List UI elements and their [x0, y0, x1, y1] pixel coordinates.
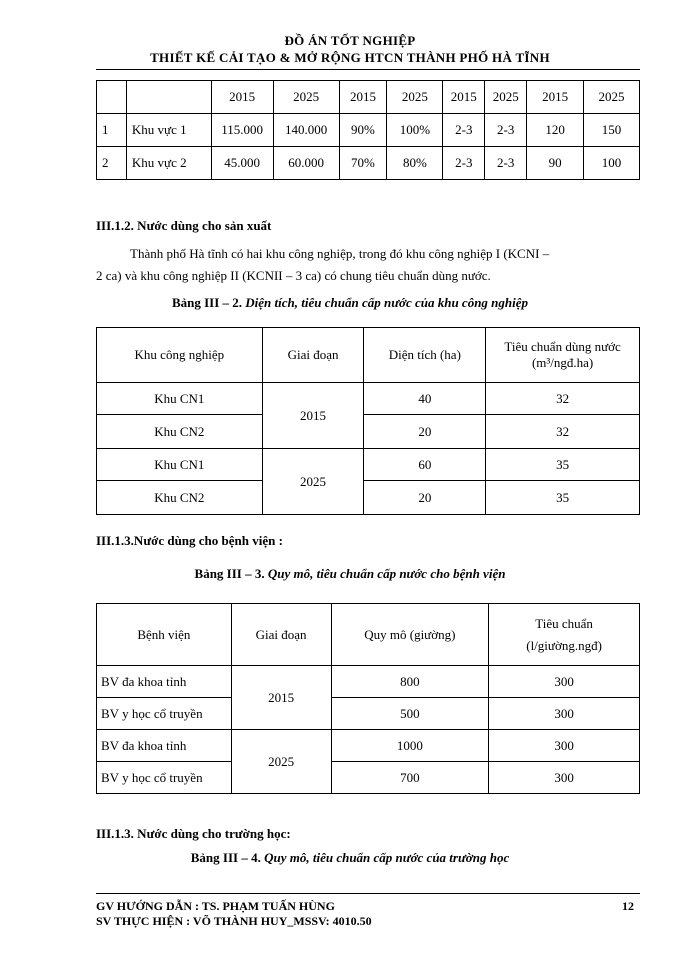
- table-cell: 20: [364, 415, 486, 449]
- table-cell: 2-3: [443, 147, 485, 180]
- phase-cell: 2015: [262, 383, 364, 449]
- hospital-name: BV y học cổ truyền: [97, 762, 232, 794]
- table-cell: 115.000: [211, 114, 273, 147]
- table-cell: 300: [489, 666, 640, 698]
- row-number: 1: [97, 114, 127, 147]
- table-cell: 35: [486, 481, 640, 515]
- table-cell: 40: [364, 383, 486, 415]
- table-row: [97, 415, 640, 449]
- table-cell: 800: [331, 666, 489, 698]
- table-row: [97, 81, 640, 114]
- table-cell: 80%: [387, 147, 443, 180]
- header-cell: [486, 328, 640, 383]
- table-row: [97, 449, 640, 481]
- header-rule: [96, 69, 640, 70]
- header-line: Tiêu chuẩn: [535, 615, 593, 631]
- industrial-zone-table: [96, 327, 640, 515]
- table-cell: 100: [584, 147, 640, 180]
- hospital-name: BV y học cổ truyền: [97, 698, 232, 730]
- area-name: Khu vực 2: [126, 147, 211, 180]
- table-cell: 90: [527, 147, 584, 180]
- table-cell: 35: [486, 449, 640, 481]
- footer-supervisor: GV HƯỚNG DẪN : TS. PHẠM TUẤN HÙNG: [96, 899, 335, 913]
- table-cell: 60: [364, 449, 486, 481]
- hospital-name: BV đa khoa tỉnh: [97, 666, 232, 698]
- table-cell: 2-3: [485, 114, 527, 147]
- caption-label: Bảng III – 2.: [171, 295, 243, 310]
- table-cell: 300: [489, 698, 640, 730]
- year-cell: 2025: [387, 81, 443, 114]
- header-cell: Khu công nghiệp: [97, 328, 263, 383]
- table-row: [97, 666, 640, 698]
- header-line: (m³/ngđ.ha): [531, 355, 594, 370]
- table-cell: 700: [331, 762, 489, 794]
- header-cell: [489, 604, 640, 666]
- header-cell: Giai đoạn: [262, 328, 364, 383]
- table-cell: 90%: [339, 114, 387, 147]
- section-heading-school: III.1.3. Nước dùng cho trường học:: [96, 826, 291, 841]
- year-cell: 2025: [273, 81, 339, 114]
- header-cell: Diện tích (ha): [364, 328, 486, 383]
- table-row: [97, 147, 640, 180]
- table-cell: 45.000: [211, 147, 273, 180]
- table-cell: Khu CN1: [97, 383, 263, 415]
- document-header-subtitle: THIẾT KẾ CẢI TẠO & MỞ RỘNG HTCN THÀNH PHỐ HÀ TĨNH: [150, 50, 550, 65]
- page-number: 12: [622, 899, 634, 913]
- table-row: [97, 481, 640, 515]
- hospital-table: [96, 603, 640, 794]
- table-cell: 140.000: [273, 114, 339, 147]
- table-cell: 150: [584, 114, 640, 147]
- section-heading-production: III.1.2. Nước dùng cho sản xuất: [96, 218, 272, 233]
- phase-cell: 2025: [231, 730, 331, 794]
- caption-title: Quy mô, tiêu chuẩn cấp nước của trường học: [264, 850, 510, 865]
- footer-student: SV THỰC HIỆN : VÕ THÀNH HUY_MSSV: 4010.50: [96, 914, 372, 928]
- table-cell: 120: [527, 114, 584, 147]
- header-line: Tiêu chuẩn dùng nước: [504, 339, 621, 354]
- caption-label: Bảng III – 4.: [190, 850, 261, 865]
- header-cell: Bệnh viện: [97, 604, 232, 666]
- paragraph-line: Thành phố Hà tĩnh có hai khu công nghiệp, trong đó khu công nghiệp I (KCNI –: [130, 246, 550, 261]
- hospital-name: BV đa khoa tỉnh: [97, 730, 232, 762]
- population-table: [96, 80, 640, 180]
- year-cell: 2015: [443, 81, 485, 114]
- caption-title: Diện tích, tiêu chuẩn cấp nước của khu công nghiệp: [245, 295, 529, 310]
- header-cell: Quy mô (giường): [331, 604, 489, 666]
- table-cell: Khu CN2: [97, 481, 263, 515]
- header-line: (l/giường.ngđ): [526, 637, 602, 653]
- table-cell: Khu CN2: [97, 415, 263, 449]
- year-cell: 2015: [339, 81, 387, 114]
- table-cell: [126, 81, 211, 114]
- table-cell: 300: [489, 730, 640, 762]
- table-cell: 500: [331, 698, 489, 730]
- paragraph-line: 2 ca) và khu công nghiệp II (KCNII – 3 ca) có chung tiêu chuẩn dùng nước.: [96, 268, 491, 283]
- area-name: Khu vực 1: [126, 114, 211, 147]
- phase-cell: 2025: [262, 449, 364, 515]
- table-header-row: [97, 604, 640, 666]
- row-number: 2: [97, 147, 127, 180]
- table-cell: 100%: [387, 114, 443, 147]
- header-cell: Giai đoạn: [231, 604, 331, 666]
- table-caption: [0, 295, 700, 311]
- table-cell: 300: [489, 762, 640, 794]
- table-cell: [97, 81, 127, 114]
- table-cell: 20: [364, 481, 486, 515]
- table-cell: 1000: [331, 730, 489, 762]
- table-cell: 2-3: [485, 147, 527, 180]
- table-cell: 32: [486, 383, 640, 415]
- section-heading-hospital: III.1.3.Nước dùng cho bệnh viện :: [96, 533, 283, 548]
- table-row: [97, 762, 640, 794]
- table-cell: 2-3: [443, 114, 485, 147]
- footer-rule: [96, 893, 640, 894]
- document-header-title: ĐỒ ÁN TỐT NGHIỆP: [284, 33, 416, 48]
- year-cell: 2025: [485, 81, 527, 114]
- table-row: [97, 698, 640, 730]
- table-cell: 60.000: [273, 147, 339, 180]
- year-cell: 2015: [211, 81, 273, 114]
- table-row: [97, 114, 640, 147]
- year-cell: 2025: [584, 81, 640, 114]
- table-cell: 70%: [339, 147, 387, 180]
- table-caption: [0, 566, 700, 582]
- table-cell: 32: [486, 415, 640, 449]
- year-cell: 2015: [527, 81, 584, 114]
- table-row: [97, 730, 640, 762]
- caption-title: Quy mô, tiêu chuẩn cấp nước cho bệnh viện: [267, 566, 506, 581]
- caption-label: Bảng III – 3.: [194, 566, 265, 581]
- phase-cell: 2015: [231, 666, 331, 730]
- table-cell: Khu CN1: [97, 449, 263, 481]
- table-row: [97, 383, 640, 415]
- table-header-row: [97, 328, 640, 383]
- table-caption: [0, 850, 700, 866]
